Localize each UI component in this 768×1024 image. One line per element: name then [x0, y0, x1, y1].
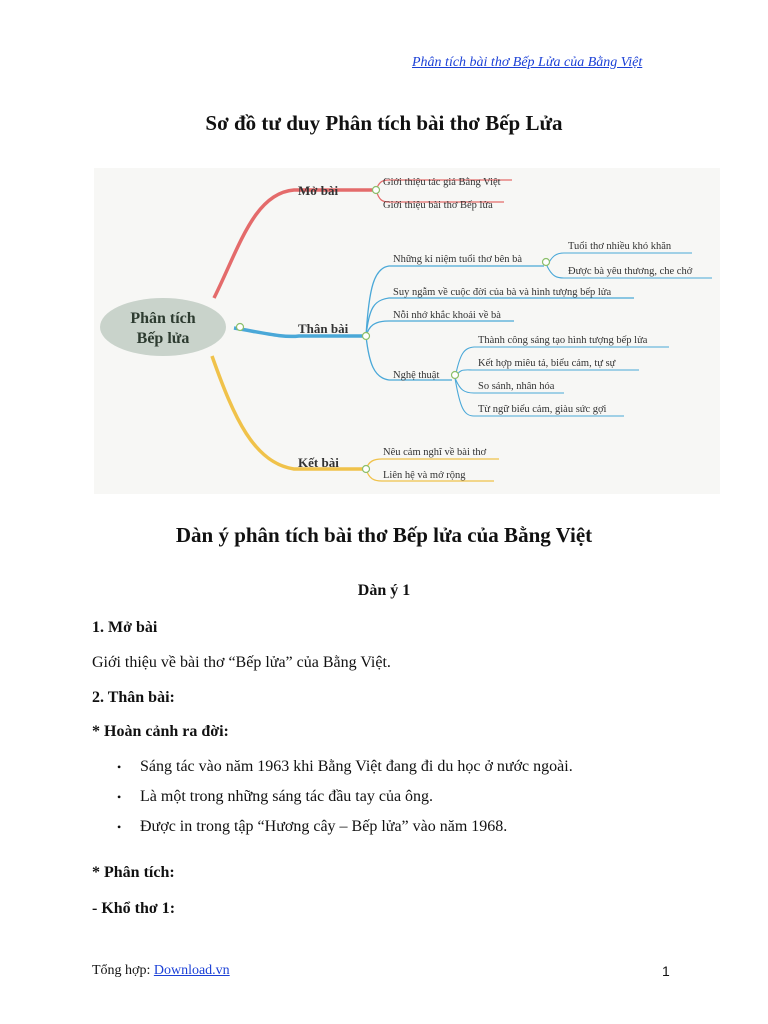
node-text: Nỗi nhớ khắc khoải về bà: [393, 310, 501, 321]
outline-label: Dàn ý 1: [357, 582, 411, 599]
node-text: Kết hợp miêu tả, biểu cảm, tự sự: [478, 358, 616, 369]
node-text: Từ ngữ biểu cảm, giàu sức gợi: [478, 404, 607, 415]
branch-label-mo-bai: Mở bài: [298, 183, 339, 198]
node-text: Giới thiệu bài thơ Bếp lửa: [383, 200, 493, 211]
list-item: [92, 787, 573, 817]
footer-link[interactable]: Download.vn: [153, 963, 230, 978]
section-heading-mo-bai: 1. Mở bài: [92, 619, 158, 636]
branch-label-than-bai: Thân bài: [298, 321, 349, 336]
list-item: [92, 817, 573, 847]
outline-title: Dàn ý phân tích bài thơ Bếp lửa của Bằng Việt: [175, 523, 593, 547]
page-number: 1: [662, 963, 670, 979]
collapse-icon[interactable]: [373, 187, 380, 194]
section-heading-than-bai: 2. Thân bài:: [92, 689, 175, 706]
node-text: Suy ngẫm về cuộc đời của bà và hình tượng bếp lửa: [393, 287, 612, 298]
collapse-icon[interactable]: [363, 333, 370, 340]
node-text: So sánh, nhân hóa: [478, 381, 555, 392]
collapse-icon[interactable]: [452, 372, 459, 379]
mindmap-title: Sơ đồ tư duy Phân tích bài thơ Bếp Lửa: [205, 111, 563, 135]
node-text: Thành công sáng tạo hình tượng bếp lửa: [478, 335, 648, 346]
root-line-2: Bếp lửa: [136, 330, 190, 347]
footer-label: Tổng hợp:: [92, 963, 154, 978]
context-bullet-list: [92, 757, 573, 847]
node-text: Nghệ thuật: [393, 370, 440, 381]
branch-label-ket-bai: Kết bài: [298, 455, 339, 470]
bullet-icon: •: [117, 760, 122, 774]
collapse-icon[interactable]: [543, 259, 550, 266]
bullet-icon: •: [117, 790, 122, 804]
mindmap-root-node: [100, 298, 226, 356]
list-item-text: Là một trong những sáng tác đầu tay của ông.: [140, 788, 434, 805]
header-link[interactable]: Phân tích bài thơ Bếp Lửa của Bằng Việt: [412, 55, 643, 70]
footer: [92, 963, 230, 979]
mind-map-diagram: [94, 168, 720, 494]
node-text: Nêu cảm nghĩ về bài thơ: [383, 447, 487, 458]
context-heading: * Hoàn cảnh ra đời:: [92, 723, 229, 740]
collapse-icon[interactable]: [363, 466, 370, 473]
node-text: Giới thiệu tác giả Bằng Việt: [383, 177, 501, 188]
section-text-mo-bai: Giới thiệu về bài thơ “Bếp lửa” của Bằng Việt.: [92, 654, 391, 671]
list-item-text: Sáng tác vào năm 1963 khi Bằng Việt đang đi du học ở nước ngoài.: [140, 758, 573, 775]
node-text: Được bà yêu thương, che chở: [568, 266, 693, 277]
list-item-text: Được in trong tập “Hương cây – Bếp lửa” vào năm 1968.: [140, 818, 508, 835]
stanza-heading: - Khổ thơ 1:: [92, 900, 176, 917]
collapse-icon[interactable]: [237, 324, 244, 331]
bullet-icon: •: [117, 820, 122, 834]
analysis-heading: * Phân tích:: [92, 864, 175, 881]
node-text: Những kỉ niệm tuổi thơ bên bà: [393, 254, 523, 265]
list-item: [92, 757, 573, 787]
node-text: Tuổi thơ nhiều khó khăn: [568, 241, 672, 252]
root-line-1: Phân tích: [130, 310, 196, 327]
node-text: Liên hệ và mở rộng: [383, 470, 466, 481]
